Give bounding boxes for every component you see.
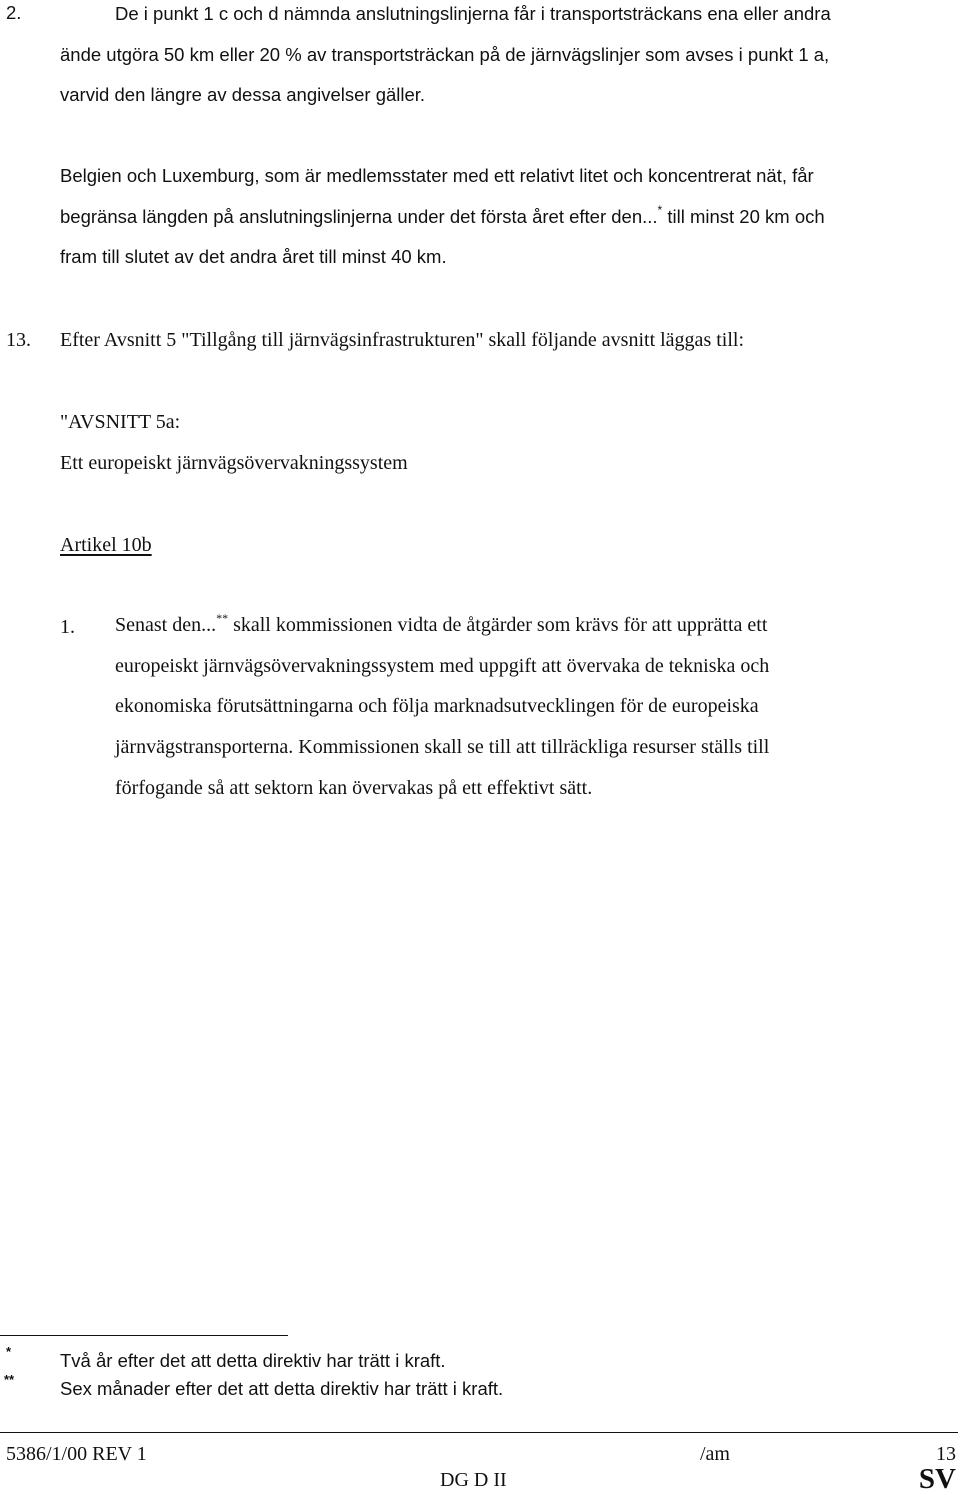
section-subheading: Ett europeiskt järnvägsövervakningssystem [60, 452, 408, 474]
footnote-ref-2: ** [216, 611, 229, 625]
belgien-line-3: fram till slutet av det andra året till minst 40 km. [60, 246, 447, 268]
article-item-1-line-5: förfogande så att sektorn kan övervakas på ett effektivt sätt. [115, 776, 593, 799]
footnote-1-text: Två år efter det att detta direktiv har trätt i kraft. [60, 1350, 446, 1371]
footer-rule [0, 1432, 958, 1433]
footnote-2-mark: ** [4, 1372, 15, 1387]
footer-page-number: 13 [936, 1443, 956, 1465]
item-13-text: Efter Avsnitt 5 "Tillgång till järnvägsinfrastrukturen" skall följande avsnitt läggas till: [60, 329, 745, 351]
footnote-ref-1: * [657, 202, 663, 217]
article-item-1-number: 1. [60, 616, 75, 638]
footnote-separator [0, 1335, 288, 1336]
footer-language: SV [918, 1463, 956, 1495]
belgien-line-1: Belgien och Luxemburg, som är medlemsstater med ett relativt litet och koncentrerat nät, får [60, 165, 814, 186]
footer-dg: DG D II [440, 1469, 507, 1491]
belgien-paragraph [60, 156, 825, 278]
article-item-1-line-3: ekonomiska förutsättningarna och följa marknadsutvecklingen för de europeiska [115, 695, 759, 718]
article-item-1-line-2: europeiskt järnvägsövervakningssystem med uppgift att övervaka de tekniska och [115, 654, 770, 677]
article-item-1-line-1-rest: skall kommissionen vidta de åtgärder som krävs för att upprätta ett [228, 614, 768, 636]
article-item-1-line-1-text: Senast den... [115, 614, 217, 636]
item-2-line-3: varvid den längre av dessa angivelser gäller. [60, 84, 426, 106]
belgien-line-2-text: begränsa längden på anslutningslinjerna under det första året efter den... [60, 205, 658, 227]
item-13-number: 13. [6, 329, 31, 351]
article-item-1-paragraph [115, 605, 769, 808]
footer-doc-ref: 5386/1/00 REV 1 [6, 1443, 147, 1465]
section-heading: "AVSNITT 5a: [60, 411, 181, 433]
item-2-number: 2. [6, 2, 22, 23]
belgien-line-2 [60, 197, 825, 238]
article-title: Artikel 10b [60, 534, 152, 556]
footnote-1-mark: * [6, 1344, 12, 1359]
article-item-1-line-1 [115, 605, 769, 646]
footnote-2-text: Sex månader efter det att detta direktiv har trätt i kraft. [60, 1378, 504, 1399]
item-2-line-1: De i punkt 1 c och d nämnda anslutningslinjerna får i transportsträckans ena eller andra [115, 3, 831, 24]
item-2-paragraph [60, 0, 831, 116]
article-item-1-line-4: järnvägstransporterna. Kommissionen skall se till att tillräckliga resurser ställs till [115, 736, 770, 759]
belgien-line-2-rest: till minst 20 km och [662, 205, 825, 227]
item-2-line-2: ände utgöra 50 km eller 20 % av transportsträckan på de järnvägslinjer som avses i punkt 1 a, [60, 43, 830, 65]
footer-initials: /am [700, 1443, 730, 1465]
